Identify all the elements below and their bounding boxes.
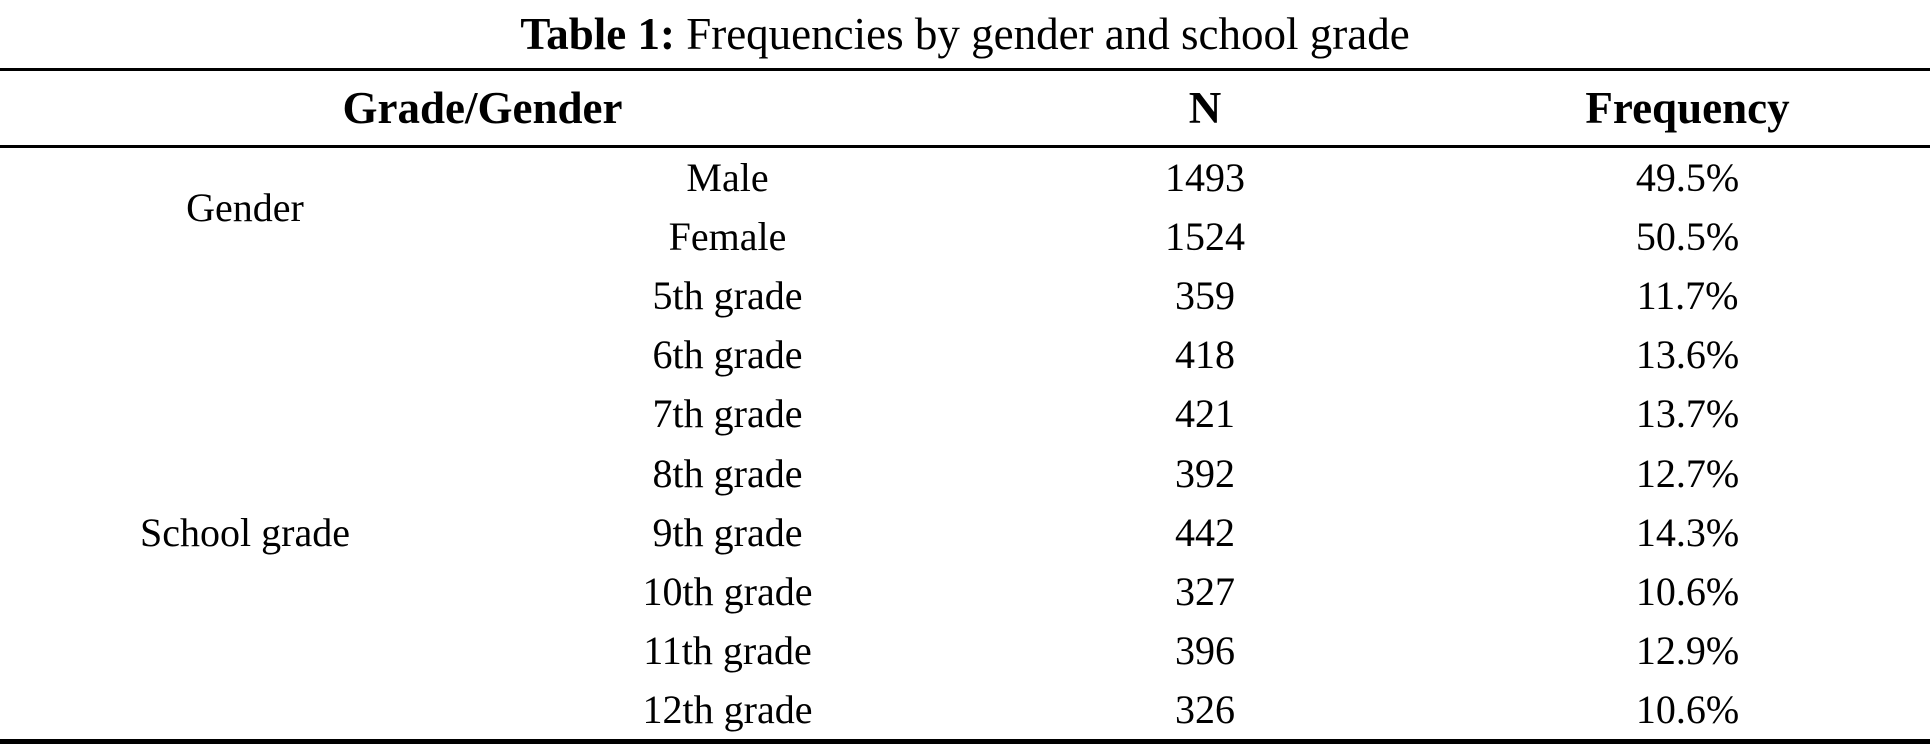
cell-frequency-11th-grade: 12.9% [1635,627,1740,673]
header-n: N [1188,83,1222,133]
cell-n-9th-grade: 442 [1175,509,1235,555]
group-label-school-grade: School grade [140,509,350,555]
cell-category-7th-grade: 7th grade [652,391,803,437]
cell-n-8th-grade: 392 [1175,450,1235,496]
cell-frequency-5th-grade: 11.7% [1636,273,1739,319]
group-label-gender: Gender [186,184,304,230]
cell-n-5th-grade: 359 [1175,273,1235,319]
header-grade-gender: Grade/Gender [342,83,623,133]
cell-frequency-6th-grade: 13.6% [1635,332,1740,378]
cell-category-6th-grade: 6th grade [652,332,803,378]
cell-category-12th-grade: 12th grade [642,686,813,732]
cell-category-male: Male [686,155,769,201]
table-caption [0,0,1930,68]
cell-frequency-8th-grade: 12.7% [1635,450,1740,496]
cell-frequency-male: 49.5% [1635,155,1740,201]
table-caption-label: Table 1: [520,9,675,59]
cell-frequency-7th-grade: 13.7% [1635,391,1740,437]
cell-frequency-female: 50.5% [1635,214,1740,260]
cell-frequency-10th-grade: 10.6% [1635,568,1740,614]
cell-category-5th-grade: 5th grade [652,273,803,319]
table-body [0,148,1930,744]
cell-category-10th-grade: 10th grade [642,568,813,614]
cell-n-6th-grade: 418 [1175,332,1235,378]
cell-category-11th-grade: 11th grade [643,627,812,673]
cell-n-female: 1524 [1165,214,1245,260]
header-frequency: Frequency [1585,83,1790,133]
cell-category-female: Female [668,214,787,260]
cell-n-7th-grade: 421 [1175,391,1235,437]
cell-category-9th-grade: 9th grade [652,509,803,555]
table-caption-text: Frequencies by gender and school grade [674,9,1410,59]
cell-n-male: 1493 [1165,155,1245,201]
cell-frequency-9th-grade: 14.3% [1635,509,1740,555]
cell-n-11th-grade: 396 [1175,627,1235,673]
table-header-row [0,68,1930,148]
cell-n-12th-grade: 326 [1175,686,1235,732]
frequencies-table [0,68,1930,744]
cell-n-10th-grade: 327 [1175,568,1235,614]
cell-category-8th-grade: 8th grade [652,450,803,496]
cell-frequency-12th-grade: 10.6% [1635,686,1740,732]
